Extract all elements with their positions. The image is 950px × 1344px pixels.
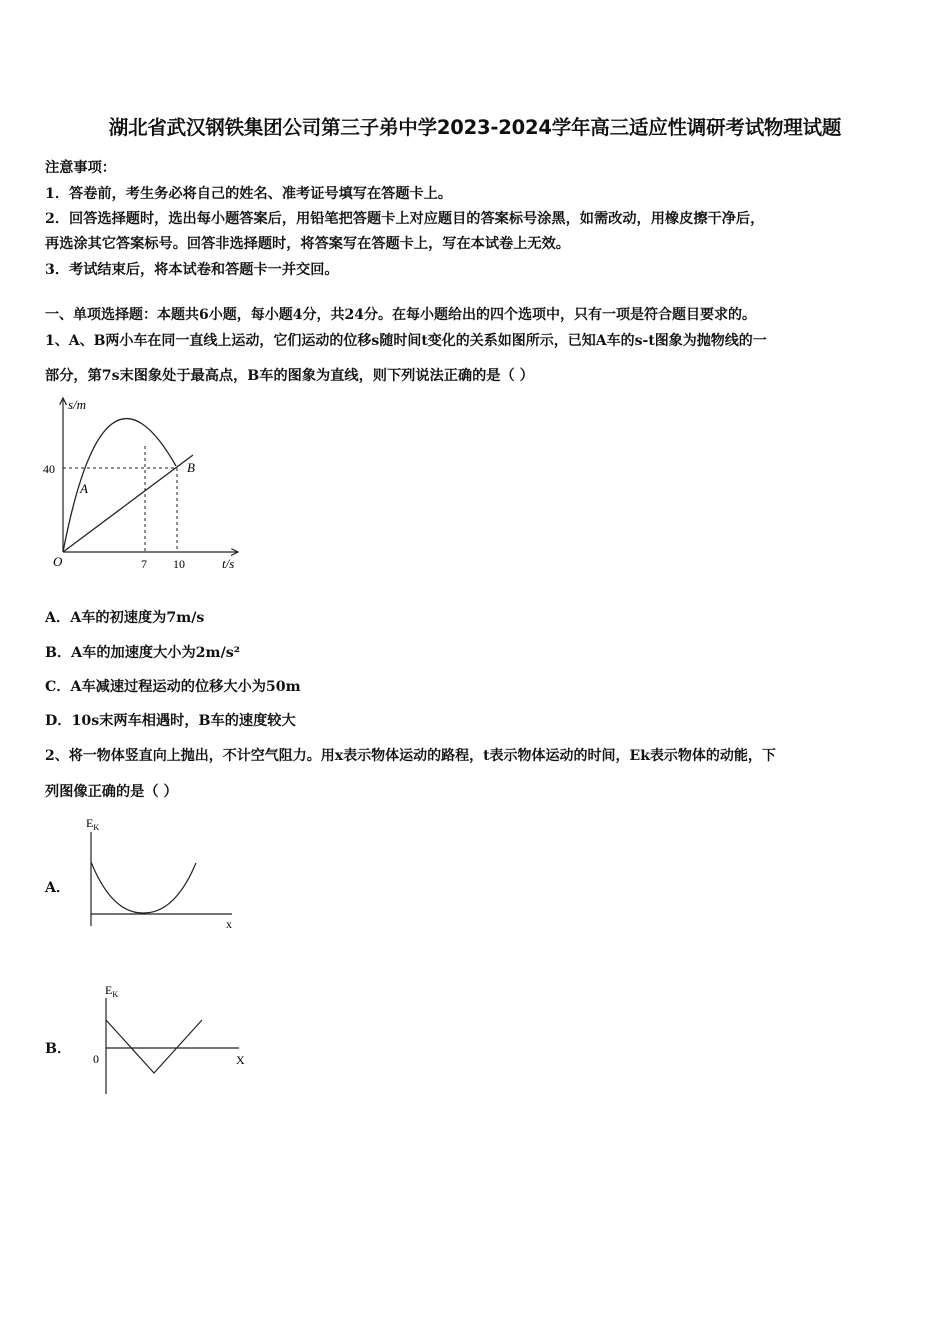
question-2-option-a-label: A． xyxy=(45,880,71,896)
x-tick-7: 7 xyxy=(141,557,147,571)
question-1-st-graph xyxy=(40,392,250,577)
question-1-option-c: C．A车减速过程运动的位移大小为50m xyxy=(45,679,301,695)
notice-heading: 注意事项： xyxy=(45,160,116,176)
y-axis-label: $E_K$ xyxy=(105,983,119,999)
line-b-label: B xyxy=(187,460,195,475)
notice-item-1: 1．答卷前，考生务必将自己的姓名、准考证号填写在答题卡上。 xyxy=(45,186,453,202)
question-2-line-1: 2、将一物体竖直向上抛出，不计空气阻力。用x表示物体运动的路程，t表示物体运动的时间，Ek表示物体的动能，下 xyxy=(45,748,776,764)
page-title: 湖北省武汉钢铁集团公司第三子弟中学2023-2024学年高三适应性调研考试物理试题 xyxy=(108,116,842,139)
question-1-option-a: A．A车的初速度为7m/s xyxy=(45,610,205,626)
question-1-option-b: B．A车的加速度大小为2m/s² xyxy=(45,645,240,661)
question-2-option-b-label: B． xyxy=(45,1041,72,1057)
x-tick-10: 10 xyxy=(173,557,185,571)
x-axis-label: x xyxy=(226,917,232,931)
y-axis-label: $E_K$ xyxy=(86,816,100,832)
question-1-line-1: 1、A、B两小车在同一直线上运动，它们运动的位移s随时间t变化的关系如图所示，已知A车的s-t图象为抛物线的一 xyxy=(45,333,767,349)
notice-item-2: 2．回答选择题时，选出每小题答案后，用铅笔把答题卡上对应题目的答案标号涂黑，如需改动，用橡皮擦干净后， xyxy=(45,211,765,227)
question-2-option-a-graph xyxy=(80,812,240,937)
question-2-option-b-graph xyxy=(85,980,255,1098)
ek-curve xyxy=(91,862,196,913)
curve-a-label: A xyxy=(80,481,88,496)
x-axis-label: t/s xyxy=(222,556,235,571)
notice-item-3: 3．考试结束后，将本试卷和答题卡一并交回。 xyxy=(45,262,339,278)
ek-polyline xyxy=(106,1020,202,1073)
origin-label: O xyxy=(53,554,63,569)
x-axis-label: X xyxy=(236,1053,245,1067)
notice-item-2-cont: 再选涂其它答案标号。回答非选择题时，将答案写在答题卡上，写在本试卷上无效。 xyxy=(45,236,570,252)
question-1-line-2: 部分，第7s末图象处于最高点，B车的图象为直线，则下列说法正确的是（ ） xyxy=(45,368,534,384)
y-axis-label: s/m xyxy=(68,397,87,412)
line-b xyxy=(63,455,193,552)
y-tick-40: 40 xyxy=(43,462,55,476)
origin-label: 0 xyxy=(93,1052,99,1066)
question-1-option-d: D．10s末两车相遇时，B车的速度较大 xyxy=(45,713,296,729)
question-2-line-2: 列图像正确的是（ ） xyxy=(45,784,178,800)
section-heading: 一、单项选择题：本题共6小题，每小题4分，共24分。在每小题给出的四个选项中，只有一项是符合题目要求的。 xyxy=(45,307,756,323)
